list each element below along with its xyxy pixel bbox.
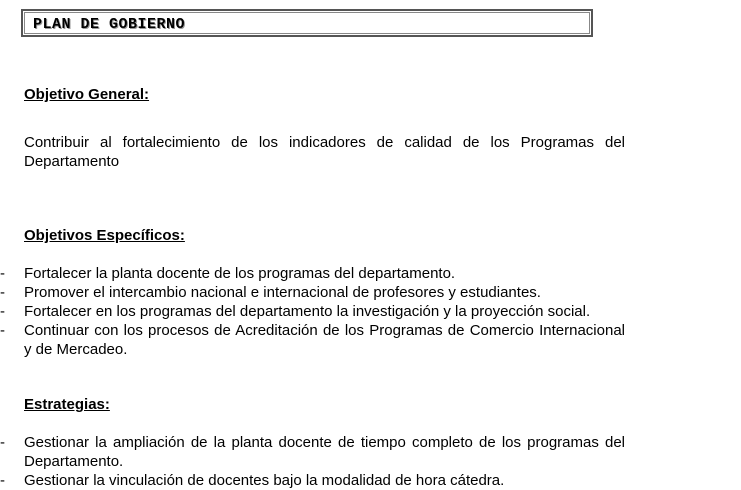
bullet-dash: -: [0, 472, 5, 489]
list-item: [0, 471, 625, 490]
list-item-text: Fortalecer en los programas del departamento la investigación y la proyección social.: [24, 303, 591, 320]
estrategias-list: [0, 433, 625, 490]
document-title: PLAN DE GOBIERNO: [33, 16, 186, 33]
bullet-dash: -: [0, 322, 5, 339]
list-item: [0, 302, 625, 321]
bullet-dash: -: [0, 284, 5, 301]
bullet-dash: -: [0, 303, 5, 320]
bullet-dash: -: [0, 434, 5, 451]
objetivos-especificos-list: [0, 264, 625, 359]
estrategias-heading: Estrategias:: [24, 396, 110, 413]
objetivos-especificos-heading: Objetivos Específicos:: [24, 227, 185, 244]
title-box: [21, 9, 593, 37]
list-item: [0, 264, 625, 283]
list-item: [0, 321, 625, 359]
list-item-text: Fortalecer la planta docente de los programas del departamento.: [24, 265, 456, 282]
list-item-text: Continuar con los procesos de Acreditación de los Programas de Comercio Internacional y de Mercadeo.: [24, 322, 625, 358]
objetivo-general-text: Contribuir al fortalecimiento de los indicadores de calidad de los Programas del Departamento: [24, 134, 625, 170]
objetivo-general-heading: Objetivo General:: [24, 86, 150, 103]
list-item-text: Gestionar la ampliación de la planta docente de tiempo completo de los programas del Departamento.: [24, 434, 625, 470]
list-item: [0, 433, 625, 471]
bullet-dash: -: [0, 265, 5, 282]
list-item-text: Gestionar la vinculación de docentes bajo la modalidad de hora cátedra.: [24, 472, 505, 489]
list-item-text: Promover el intercambio nacional e internacional de profesores y estudiantes.: [24, 284, 541, 301]
list-item: [0, 283, 625, 302]
